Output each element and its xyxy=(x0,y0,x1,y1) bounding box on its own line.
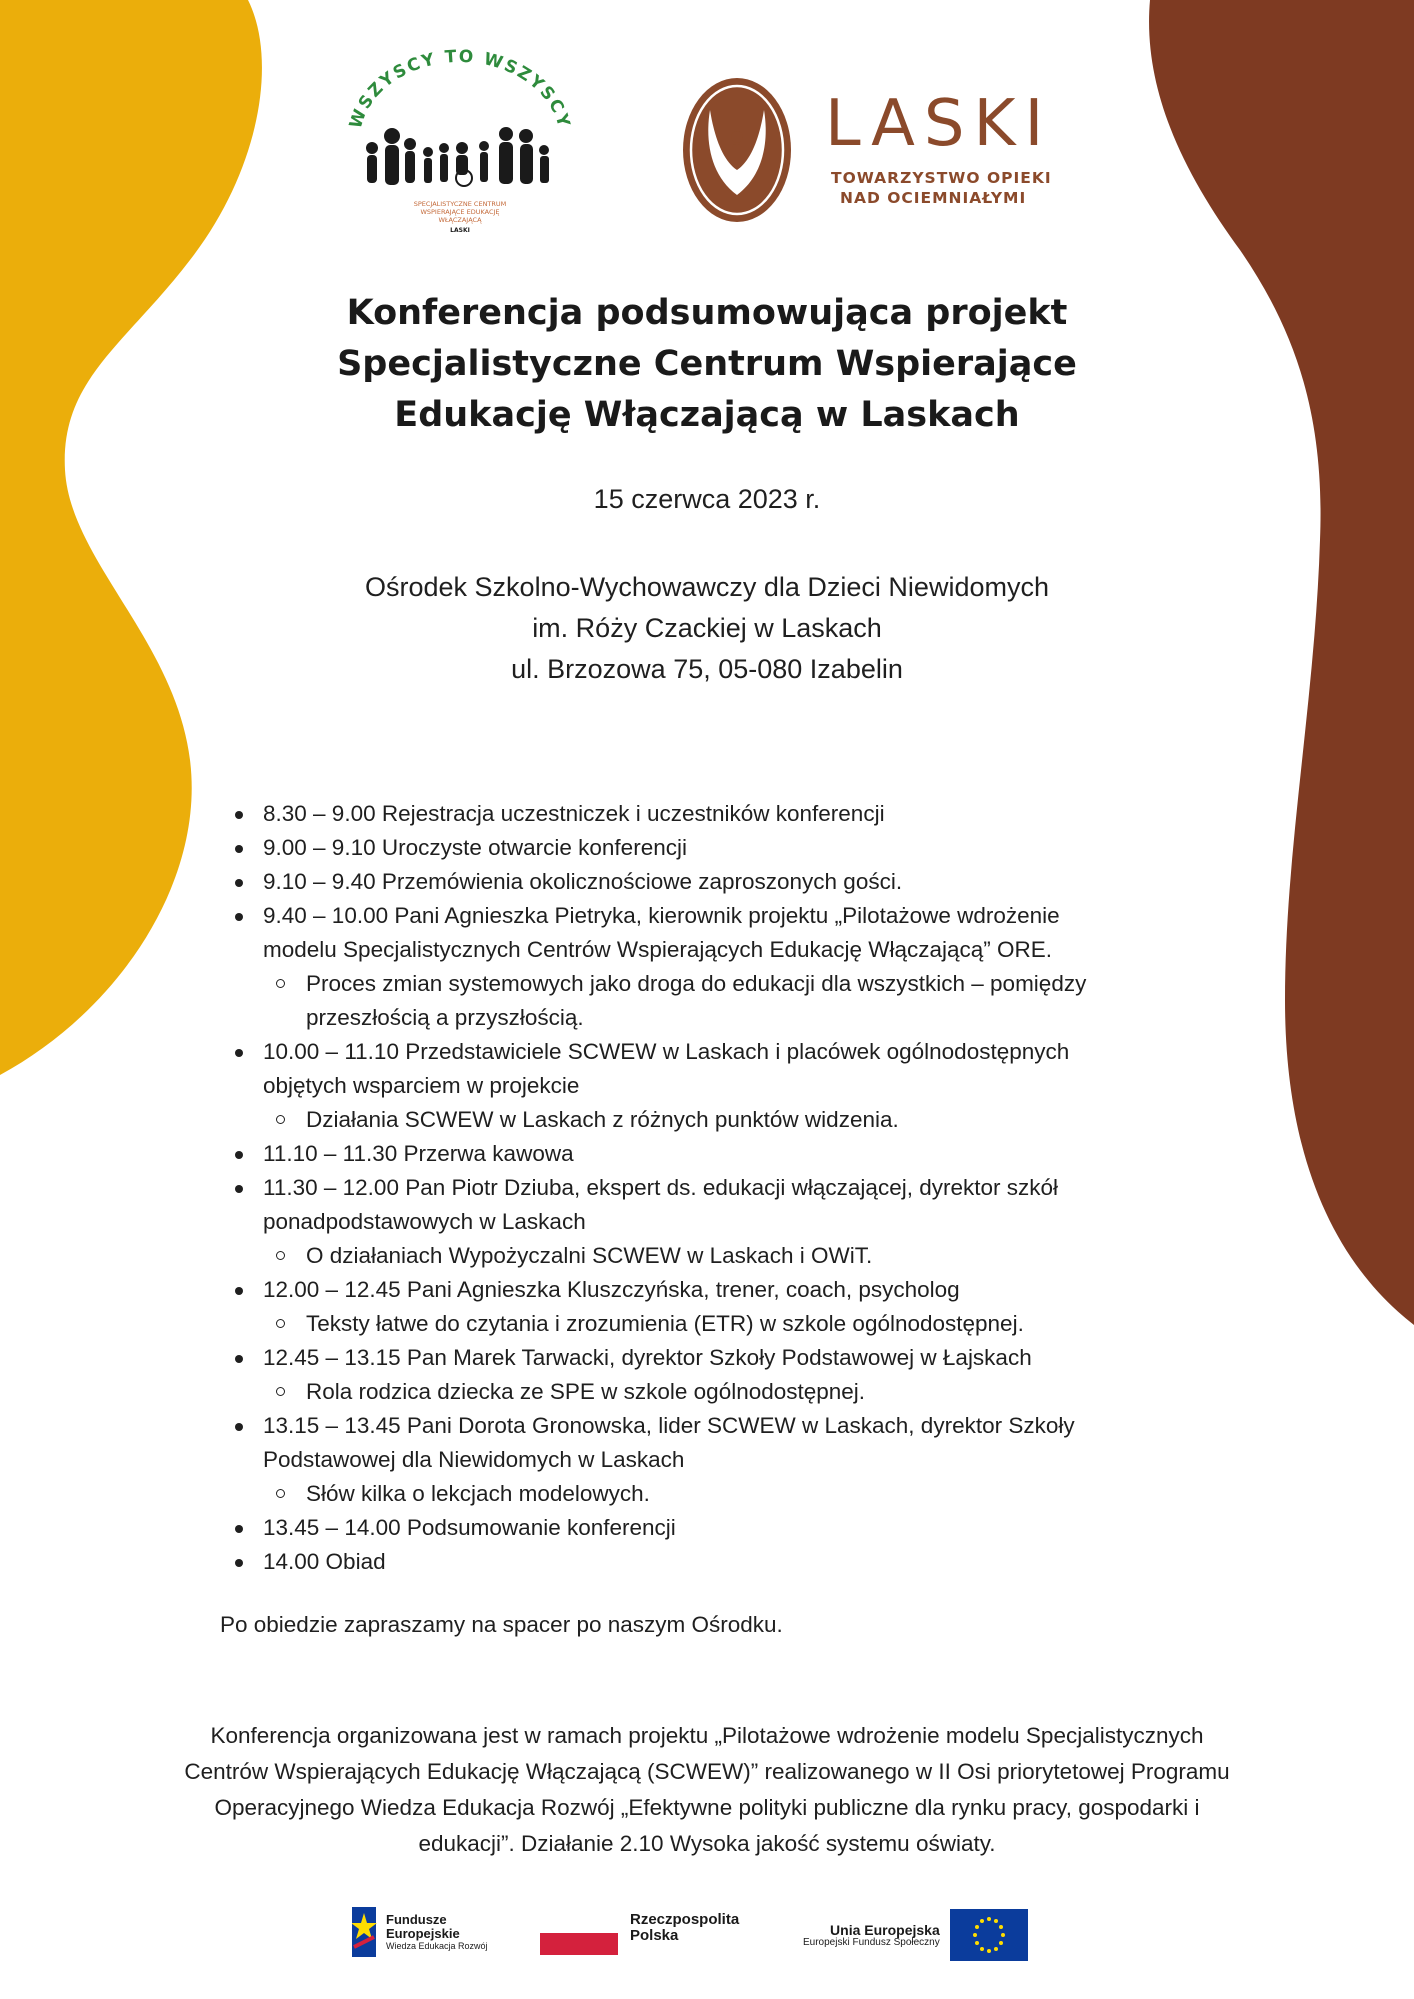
unia-europejska-logo xyxy=(803,1909,1028,1961)
svg-text:WSZYSCY TO WSZYSCY xyxy=(346,47,574,131)
venue-line: Ośrodek Szkolno-Wychowawczy dla Dzieci Niewidomych xyxy=(365,572,1049,602)
agenda-subitem-line: Rola rodzica dziecka ze SPE w szkole ogólnodostępnej. xyxy=(306,1379,866,1404)
fe-line-1: Fundusze xyxy=(386,1912,447,1927)
agenda-item-line: 9.10 – 9.40 Przemówienia okolicznościowe zaproszonych gości. xyxy=(263,869,903,894)
agenda-subitem-line: O działaniach Wypożyczalni SCWEW w Laskach i OWiT. xyxy=(306,1243,873,1268)
agenda-item xyxy=(230,865,1190,899)
agenda-item xyxy=(230,899,1190,967)
agenda-item-line: 12.45 – 13.15 Pan Marek Tarwacki, dyrektor Szkoły Podstawowej w Łajskach xyxy=(263,1345,1032,1370)
agenda-item xyxy=(230,1341,1190,1375)
venue-address xyxy=(0,567,1414,690)
agenda-item-line: 9.40 – 10.00 Pani Agnieszka Pietryka, kierownik projektu „Pilotażowe wdrożenie xyxy=(263,903,1060,928)
agenda-item xyxy=(230,1545,1190,1579)
wsz-sub-line-2: WSPIERAJĄCE EDUKACJĘ xyxy=(420,208,500,216)
agenda-item-line: modelu Specjalistycznych Centrów Wspierających Edukację Włączającą” ORE. xyxy=(263,937,1053,962)
agenda-item-line: 8.30 – 9.00 Rejestracja uczestniczek i uczestników konferencji xyxy=(263,801,885,826)
agenda-item xyxy=(230,1035,1190,1103)
fundusze-europejskie-logo xyxy=(352,1907,488,1957)
fe-line-3: Wiedza Edukacja Rozwój xyxy=(386,1941,488,1951)
agenda-item xyxy=(230,1511,1190,1545)
laski-sub-line-1: TOWARZYSTWO OPIEKI xyxy=(831,169,1052,187)
rp-line-1: Rzeczpospolita xyxy=(630,1911,740,1928)
fe-line-2: Europejskie xyxy=(386,1926,460,1941)
laski-logo xyxy=(680,65,1080,235)
agenda-subitem-line: Proces zmian systemowych jako droga do edukacji dla wszystkich – pomiędzy xyxy=(306,971,1087,996)
rzeczpospolita-polska-logo xyxy=(540,1913,739,1957)
fe-star-icon xyxy=(352,1907,380,1957)
agenda-item xyxy=(230,831,1190,865)
agenda-subitem-line: Teksty łatwe do czytania i zrozumienia (ETR) w szkole ogólnodostępnej. xyxy=(306,1311,1024,1336)
title-line: Edukację Włączającą w Laskach xyxy=(394,395,1020,435)
agenda-subitem xyxy=(230,1375,1190,1409)
ue-line-2: Europejski Fundusz Społeczny xyxy=(803,1936,940,1948)
title-line: Konferencja podsumowująca projekt xyxy=(346,293,1068,333)
family-silhouettes-icon xyxy=(366,127,549,186)
venue-line: im. Róży Czackiej w Laskach xyxy=(532,613,882,643)
footer-line: Konferencja organizowana jest w ramach projektu „Pilotażowe wdrożenie modelu Specjalistycznych xyxy=(210,1723,1204,1748)
agenda-list xyxy=(230,797,1190,1579)
agenda-subitem xyxy=(230,1477,1190,1511)
agenda-item-line: objętych wsparciem w projekcie xyxy=(263,1073,580,1098)
after-lunch-note: Po obiedzie zapraszamy na spacer po naszym Ośrodku. xyxy=(220,1612,783,1637)
agenda-item xyxy=(230,1171,1190,1239)
agenda-subitem-line: przeszłością a przyszłością. xyxy=(306,1005,584,1030)
logo-bar xyxy=(0,40,1414,250)
agenda-subitem xyxy=(230,1307,1190,1341)
venue-line: ul. Brzozowa 75, 05-080 Izabelin xyxy=(511,654,903,684)
project-funding-note xyxy=(100,1718,1314,1862)
agenda-item-line: 12.00 – 12.45 Pani Agnieszka Kluszczyńska, trener, coach, psycholog xyxy=(263,1277,960,1302)
agenda-item-line: 13.45 – 14.00 Podsumowanie konferencji xyxy=(263,1515,676,1540)
wsz-sub-line-3: WŁĄCZAJĄCĄ xyxy=(438,216,482,224)
wsz-sub-small: LASKI xyxy=(450,227,470,234)
funding-logos xyxy=(0,1905,1414,1965)
eu-flag-icon xyxy=(950,1909,1028,1961)
agenda-item-line: 10.00 – 11.10 Przedstawiciele SCWEW w Laskach i placówek ogólnodostępnych xyxy=(263,1039,1070,1064)
hands-emblem-icon xyxy=(683,78,791,222)
wsz-sub-line-1: SPECJALISTYCZNE CENTRUM xyxy=(413,200,507,208)
agenda-item-line: Podstawowej dla Niewidomych w Laskach xyxy=(263,1447,685,1472)
agenda-item-line: 9.00 – 9.10 Uroczyste otwarcie konferencji xyxy=(263,835,687,860)
page-title xyxy=(0,288,1414,441)
agenda-item xyxy=(230,1273,1190,1307)
wszyscy-to-wszyscy-logo xyxy=(340,40,580,250)
agenda-item-line: 11.30 – 12.00 Pan Piotr Dziuba, ekspert ds. edukacji włączającej, dyrektor szkół xyxy=(263,1175,1058,1200)
laski-sub-line-2: NAD OCIEMNIAŁYMI xyxy=(840,189,1027,207)
agenda-item-line: 14.00 Obiad xyxy=(263,1549,386,1574)
agenda-subitem-line: Działania SCWEW w Laskach z różnych punktów widzenia. xyxy=(306,1107,899,1132)
agenda-item-line: ponadpodstawowych w Laskach xyxy=(263,1209,586,1234)
agenda-item xyxy=(230,1137,1190,1171)
agenda-subitem xyxy=(230,1103,1190,1137)
laski-name: LASKI xyxy=(825,87,1053,161)
wsz-arc-text: WSZYSCY TO WSZYSCY xyxy=(345,46,574,132)
agenda-subitem xyxy=(230,967,1190,1035)
title-line: Specjalistyczne Centrum Wspierające xyxy=(337,344,1077,384)
agenda-subitem-line: Słów kilka o lekcjach modelowych. xyxy=(306,1481,650,1506)
footer-line: Centrów Wspierających Edukację Włączającą (SCWEW)” realizowanego w II Osi priorytetowej Programu xyxy=(184,1759,1230,1784)
agenda-item xyxy=(230,797,1190,831)
agenda-item-line: 11.10 – 11.30 Przerwa kawowa xyxy=(263,1141,574,1166)
ue-line-1: Unia Europejska xyxy=(830,1921,940,1938)
event-date: 15 czerwca 2023 r. xyxy=(593,484,821,514)
polish-flag-icon xyxy=(540,1913,618,1957)
rp-line-2: Polska xyxy=(630,1927,679,1944)
agenda-item xyxy=(230,1409,1190,1477)
footer-line: edukacji”. Działanie 2.10 Wysoka jakość systemu oświaty. xyxy=(418,1831,996,1856)
agenda-item-line: 13.15 – 13.45 Pani Dorota Gronowska, lider SCWEW w Laskach, dyrektor Szkoły xyxy=(263,1413,1075,1438)
agenda-subitem xyxy=(230,1239,1190,1273)
footer-line: Operacyjnego Wiedza Edukacja Rozwój „Efektywne polityki publiczne dla rynku pracy, gospodarki i xyxy=(214,1795,1200,1820)
